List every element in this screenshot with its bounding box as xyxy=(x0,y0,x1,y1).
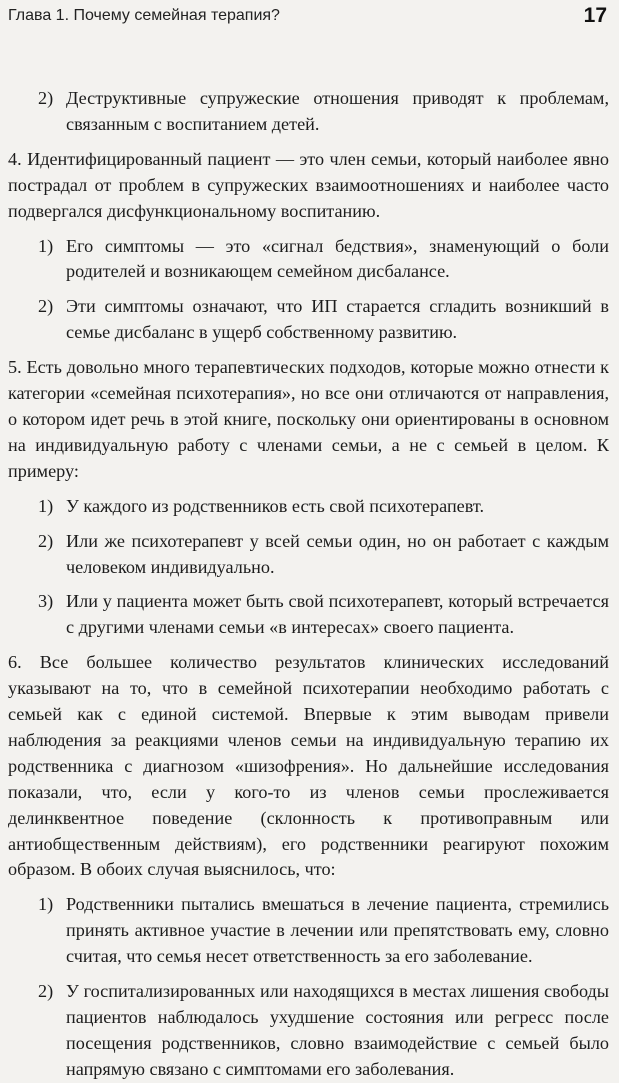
list-item-number: 1) xyxy=(38,495,54,516)
list-item-text: Деструктивные супружеские отношения приводят к проблемам, связанным с воспитанием детей. xyxy=(66,88,609,134)
list-item xyxy=(38,589,609,641)
list-item-number: 1) xyxy=(38,894,54,915)
list-item xyxy=(38,494,609,520)
list-item-text: Эти симптомы означают, что ИП старается сгладить возникший в семье дисбаланс в ущерб собственному развитию. xyxy=(66,296,609,343)
paragraph-4: 4. Идентифицированный пациент — это член семьи, который наиболее явно пострадал от проблем в супружеских взаимоотношениях и наиболее часто подвергался дисфункциональному воспитанию. xyxy=(8,148,609,221)
page-number: 17 xyxy=(583,4,607,27)
list-item xyxy=(38,86,609,138)
paragraph-5: 5. Есть довольно много терапевтических подходов, которые можно отнести к категории «семейная психотерапия», но все они отличаются от направления, о котором идет речь в этой книге, поскольку они ориентированы в основном на индивидуальную работу с членами семьи, а не с семьей в целом. К примеру: xyxy=(8,357,609,481)
running-head: Глава 1. Почему семейная терапия? xyxy=(8,7,280,24)
list-item xyxy=(38,294,609,346)
list-item-text: У госпитализированных или находящихся в местах лишения свободы пациентов наблюдалось ухудшение состояния или регресс после посещения родственников, словно взаимодействие с семьей было напрямую связано с симптомами его заболевания. xyxy=(66,981,609,1079)
list-item-text: Его симптомы — это «сигнал бедствия», знаменующий о боли родителей и возникающем семейном дисбалансе. xyxy=(66,235,609,282)
list-item-text: Или у пациента может быть свой психотерапевт, который встречается с другими членами семьи «в интересах» своего пациента. xyxy=(66,591,609,638)
list-item-text: Родственники пытались вмешаться в лечение пациента, стремились принять активное участие в лечении или препятствовать ему, словно считая, что семья несет ответственность за его заболевание. xyxy=(66,894,609,967)
paragraph-6: 6. Все большее количество результатов клинических исследований указывают на то, что в семейной психотерапии необходимо работать с семьей как с единой системой. Впервые к этим выводам привели наблюдения за реакциями членов семьи на индивидуальную терапию их родственника с диагнозом «шизофрения». Но дальнейшие исследования показали, что, если у кого-то из членов семьи прослеживается делинквентное поведение (склонность к противоправным или антиобщественным действиям), его родственники реагируют похожим образом. В обоих случая выяснилось, что: xyxy=(8,652,609,880)
list-item xyxy=(38,234,609,286)
page-body xyxy=(8,86,609,1083)
list-item-number: 1) xyxy=(38,235,54,256)
list-item-number: 3) xyxy=(38,591,54,612)
list-item-number: 2) xyxy=(38,530,54,551)
list-item-text: Или же психотерапевт у всей семьи один, но он работает с каждым человеком индивидуально. xyxy=(66,530,609,577)
list-item xyxy=(38,979,609,1083)
list-item xyxy=(38,892,609,970)
page-header xyxy=(8,4,609,30)
list-item-number: 2) xyxy=(38,296,54,317)
list-item xyxy=(38,529,609,581)
list-item-number: 2) xyxy=(38,981,54,1002)
list-item-text: У каждого из родственников есть свой психотерапевт. xyxy=(66,495,485,516)
list-item-number: 2) xyxy=(38,88,54,108)
